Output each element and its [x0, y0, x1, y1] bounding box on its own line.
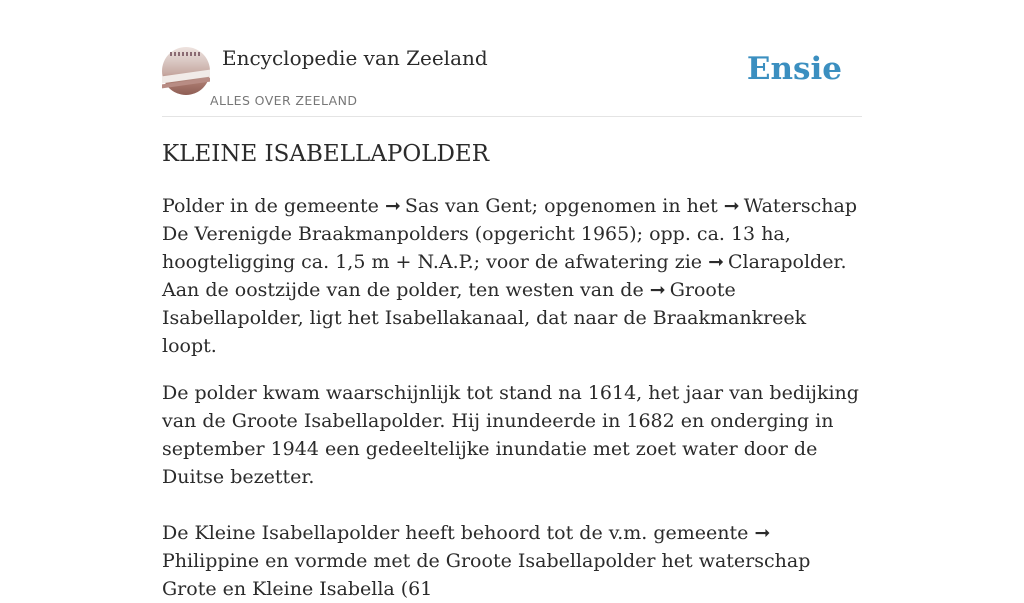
logo-pattern	[170, 52, 202, 56]
site-logo[interactable]	[162, 47, 210, 95]
article-paragraph	[162, 192, 862, 360]
site-header	[162, 0, 862, 117]
page	[162, 0, 862, 600]
text-segment: en vormde met de Groote Isabellapolder het waterschap Grote en Kleine Isabella (61	[162, 550, 811, 600]
link-label: Waterschap De Verenigde Braakmanpolders	[162, 195, 858, 245]
link-sas-van-gent[interactable]	[385, 195, 532, 217]
site-title[interactable]: Encyclopedie van Zeeland	[222, 46, 488, 70]
article-title: KLEINE ISABELLAPOLDER	[162, 141, 490, 167]
link-label: Sas van Gent	[404, 195, 532, 217]
link-clarapolder[interactable]	[708, 251, 840, 273]
link-label: Groote Isabellapolder	[162, 279, 736, 329]
link-label: Clarapolder	[728, 251, 841, 273]
article-paragraph	[162, 519, 862, 603]
text-segment: ; opgenomen in het	[531, 195, 724, 217]
text-segment: , ligt het Isabellakanaal, dat naar de Braakmankreek loopt.	[162, 307, 807, 357]
arrow-icon: ➞	[384, 195, 401, 217]
brand-logo[interactable]: Ensie	[746, 51, 842, 87]
link-label: Philippine	[162, 550, 260, 572]
text-segment: . Aan de oostzijde van de polder, ten westen van de	[162, 251, 847, 301]
arrow-icon: ➞	[754, 522, 771, 544]
arrow-icon: ➞	[649, 279, 666, 301]
text-segment: Polder in de gemeente	[162, 195, 385, 217]
text-segment: De Kleine Isabellapolder heeft behoord tot de v.m. gemeente	[162, 522, 755, 544]
arrow-icon: ➞	[723, 195, 740, 217]
text-segment: (opgericht 1965); opp. ca. 13 ha, hoogteligging ca. 1,5 m + N.A.P.; voor de afwatering zie	[162, 223, 791, 273]
arrow-icon: ➞	[708, 251, 724, 273]
site-tagline: ALLES OVER ZEELAND	[210, 93, 358, 108]
article	[162, 138, 862, 603]
article-paragraph: De polder kwam waarschijnlijk tot stand na 1614, het jaar van bedijking van de Groote Isabellapolder. Hij inundeerde in 1682 en onderging in september 1944 een gedeeltelijke inundatie met zoet water door de Duitse bezetter.	[162, 382, 859, 488]
